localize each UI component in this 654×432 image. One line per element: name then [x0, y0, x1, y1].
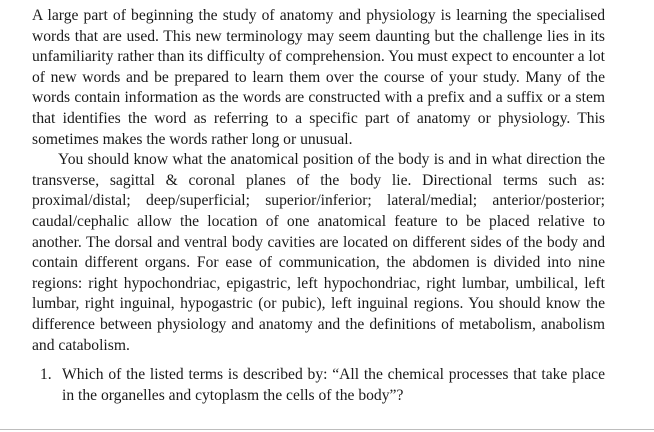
- question-item: [32, 365, 605, 406]
- page-divider: [0, 429, 654, 430]
- question-number: 1.: [40, 366, 52, 384]
- document-page: [32, 6, 605, 406]
- intro-paragraph: A large part of beginning the study of anatomy and physiology is learning the specialised words that are used. This new terminology may seem daunting but the challenge lies in its unfamiliarity rather than its difficulty of comprehension. You must expect to encounter a lot of new words and be prepared to learn them over the course of your study. Many of the words contain information as the words are constructed with a prefix and a suffix or a stem that identifies the word as referring to a specific part of anatomy or physiology. This sometimes makes the words rather long or unusual.: [32, 7, 605, 148]
- body-paragraph: You should know what the anatomical position of the body is and in what direction the transverse, sagittal & coronal planes of the body lie. Directional terms such as: proximal/distal; deep/superficial; superior/inferior; lateral/medial; anterior/posterior; caudal/cephalic allow the location of one anatomical feature to be placed relative to another. The dorsal and ventral body cavities are located on different sides of the body and contain different organs. For ease of communication, the abdomen is divided into nine regions: right hypochondriac, epigastric, left hypochondriac, right lumbar, umbilical, left lumbar, right inguinal, hypogastric (or pubic), left inguinal regions. You should know the difference between physiology and anatomy and the definitions of metabolism, anabolism and catabolism.: [32, 151, 605, 354]
- question-text: Which of the listed terms is described by: “All the chemical processes that take place in the organelles and cytoplasm the cells of the body”?: [62, 366, 605, 404]
